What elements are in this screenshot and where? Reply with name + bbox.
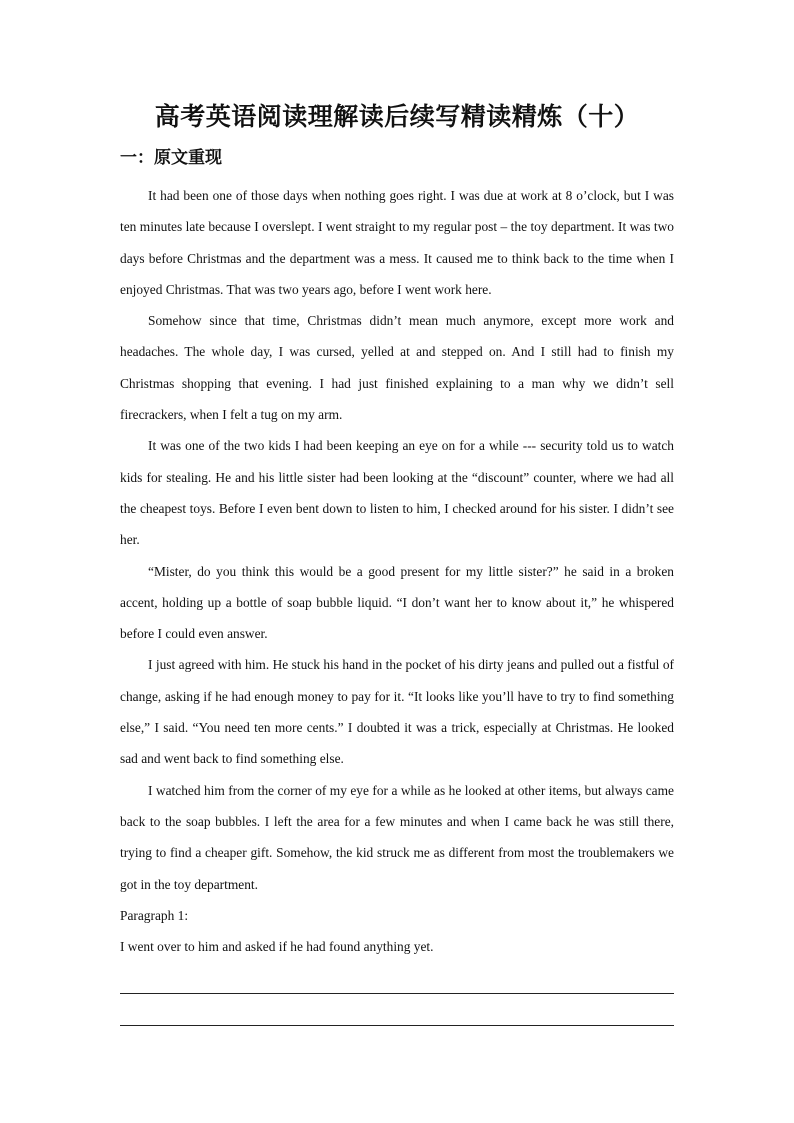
paragraph-6: I watched him from the corner of my eye for a while as he looked at other items, but always came back to the soap bubbles. I left the area for a few minutes and when I came back he was still there, trying to find a cheaper gift. Somehow, the kid struck me as different from most the troublemakers we got in the toy department.: [120, 782, 674, 892]
task-opening-sentence: I went over to him and asked if he had found anything yet.: [120, 939, 434, 955]
section-heading: 一：原文重现: [120, 148, 222, 168]
task-label: Paragraph 1:: [120, 907, 189, 923]
paragraph-1: It had been one of those days when nothing goes right. I was due at work at 8 o’clock, but I was ten minutes late because I overslept. I went straight to my regular post – the toy department. It was two days before Christmas and the department was a mess. It caused me to think back to the time when I enjoyed Christmas. That was two years ago, before I went work here.: [120, 188, 674, 297]
paragraph-2: Somehow since that time, Christmas didn’t mean much anymore, except more work and headaches. The whole day, I was cursed, yelled at and stepped on. And I still had to finish my Christmas shopping that evening. I had just finished explaining to a man why we didn’t sell firecrackers, when I felt a tug on my arm.: [120, 313, 674, 423]
paragraph-4: “Mister, do you think this would be a good present for my little sister?” he said in a broken accent, holding up a bottle of soap bubble liquid. “I don’t want her to know about it,” he whispered before I could even answer.: [120, 563, 674, 642]
answer-line-2: [120, 994, 674, 1026]
paragraph-3: It was one of the two kids I had been keeping an eye on for a while --- security told us to watch kids for stealing. He and his little sister had been looking at the “discount” counter, where we had all the cheapest toys. Before I even bent down to listen to him, I checked around for his sister. I didn’t see her.: [120, 438, 674, 548]
document-title: 高考英语阅读理解读后续写精读精炼（十）: [154, 102, 640, 131]
body-text: [120, 180, 674, 1026]
paragraph-5: I just agreed with him. He stuck his hand in the pocket of his dirty jeans and pulled out a fistful of change, asking if he had enough money to pay for it. “It looks like you’ll have to try to find something else,” I said. “You need ten more cents.” I doubted it was a trick, especially at Christmas. He looked sad and went back to find something else.: [120, 657, 674, 767]
answer-line-1: [120, 962, 674, 994]
